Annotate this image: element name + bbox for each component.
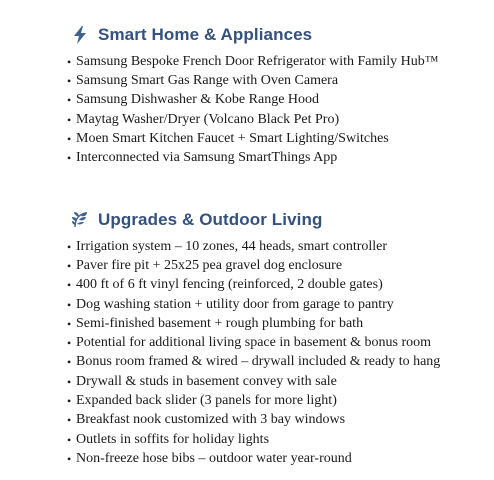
section-heading [0, 22, 494, 48]
list-item [67, 71, 494, 90]
list-item-text: Bonus room framed & wired – drywall included & ready to hang [76, 354, 441, 370]
list-item [67, 276, 494, 295]
leaves-icon [72, 211, 88, 229]
list-item [67, 372, 494, 391]
list-item-text: Samsung Dishwasher & Kobe Range Hood [76, 92, 320, 108]
section-heading-text: Smart Home & Appliances [98, 25, 313, 44]
bullet: • [67, 316, 72, 331]
list-item-text: Breakfast nook customized with 3 bay windows [76, 412, 346, 428]
list-item [67, 129, 494, 148]
list-item [67, 411, 494, 430]
bullet: • [67, 394, 72, 409]
list-item-text: Paver fire pit + 25x25 pea gravel dog enclosure [76, 257, 343, 273]
bullet: • [67, 93, 72, 108]
bullet: • [67, 239, 72, 254]
list-item [67, 148, 494, 167]
bullet: • [67, 258, 72, 273]
feature-list [0, 237, 494, 469]
bullet: • [67, 278, 72, 293]
list-item-text: Interconnected via Samsung SmartThings App [76, 150, 338, 166]
list-item [67, 295, 494, 314]
list-item [67, 449, 494, 468]
bullet: • [67, 73, 72, 88]
list-item-text: Potential for additional living space in basement & bonus room [76, 335, 431, 351]
feature-list [0, 52, 494, 168]
bullet: • [67, 151, 72, 166]
list-item-text: Samsung Bespoke French Door Refrigerator with Family Hub™ [76, 53, 439, 69]
bullet: • [67, 336, 72, 351]
list-item [67, 91, 494, 110]
bullet: • [67, 54, 72, 69]
list-item-text: Maytag Washer/Dryer (Volcano Black Pet Pro) [76, 111, 340, 127]
list-item-text: 400 ft of 6 ft vinyl fencing (reinforced, 2 double gates) [76, 277, 383, 293]
list-item-text: Moen Smart Kitchen Faucet + Smart Lighting/Switches [76, 130, 389, 146]
list-item-text: Dog washing station + utility door from garage to pantry [76, 296, 394, 312]
list-item [67, 391, 494, 410]
list-item [67, 353, 494, 372]
list-item [67, 237, 494, 256]
list-item-text: Outlets in soffits for holiday lights [76, 431, 270, 447]
bullet: • [67, 451, 72, 466]
list-item-text: Non-freeze hose bibs – outdoor water year-round [76, 450, 352, 466]
list-item [67, 256, 494, 275]
list-item-text: Irrigation system – 10 zones, 44 heads, smart controller [76, 238, 388, 254]
list-item-text: Samsung Smart Gas Range with Oven Camera [76, 72, 339, 88]
bullet: • [67, 413, 72, 428]
list-item [67, 430, 494, 449]
section-upgrades-outdoor [0, 207, 494, 469]
list-item [67, 314, 494, 333]
section-heading-text: Upgrades & Outdoor Living [98, 210, 323, 229]
bullet: • [67, 374, 72, 389]
section-smart-home [0, 22, 494, 168]
list-item-text: Expanded back slider (3 panels for more light) [76, 393, 337, 409]
list-item-text: Semi-finished basement + rough plumbing for bath [76, 315, 364, 331]
bullet: • [67, 355, 72, 370]
lightning-bolt-icon [72, 26, 88, 44]
bullet: • [67, 112, 72, 127]
list-item [67, 333, 494, 352]
bullet: • [67, 297, 72, 312]
section-heading [0, 207, 494, 233]
bullet: • [67, 131, 72, 146]
bullet: • [67, 432, 72, 447]
list-item [67, 110, 494, 129]
list-item-text: Drywall & studs in basement convey with sale [76, 373, 337, 389]
list-item [67, 52, 494, 71]
